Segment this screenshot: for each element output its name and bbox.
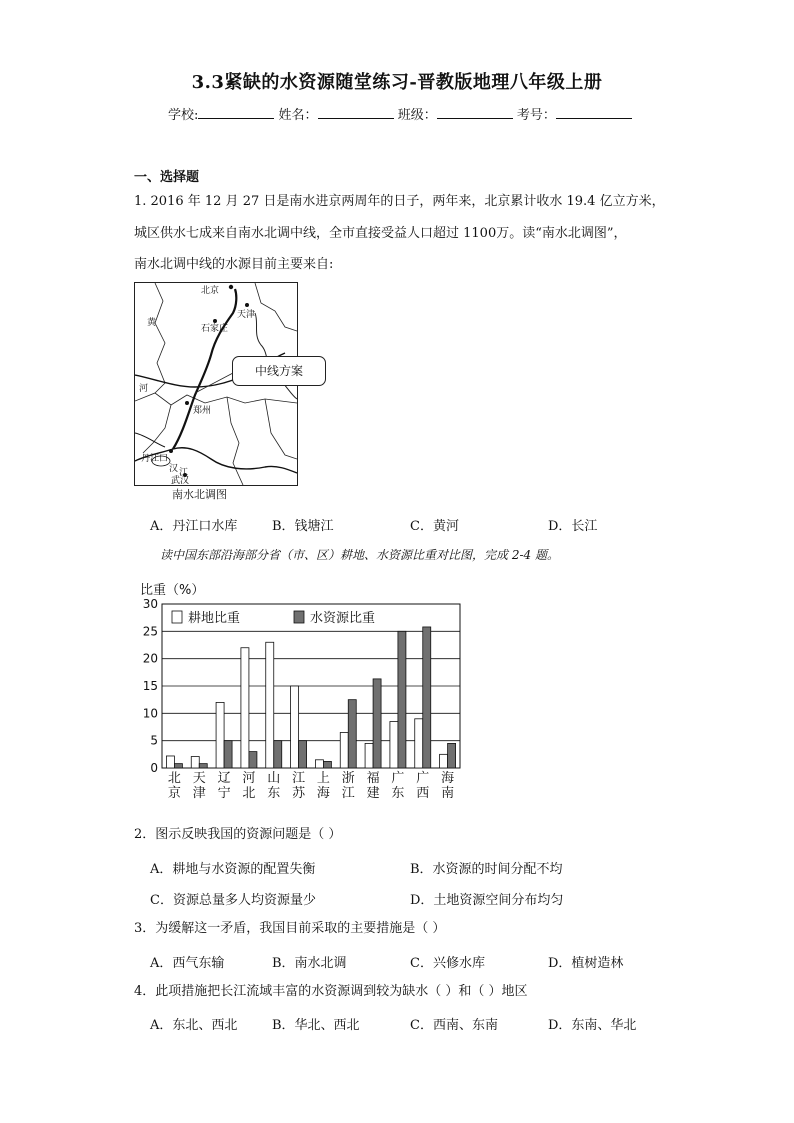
number-label: 考号： [516, 108, 556, 123]
student-info-line [168, 104, 632, 123]
label-he: 河 [139, 384, 149, 394]
x-tick-label: 广 [416, 771, 430, 786]
label-huang: 黄 [147, 318, 157, 328]
x-tick-label: 海 [316, 786, 330, 801]
middle-route-callout: 中线方案 [232, 356, 326, 386]
bar-farmland [440, 754, 448, 768]
bar-farmland [291, 686, 299, 768]
x-tick-label: 北 [242, 786, 256, 801]
x-tick-label: 江 [292, 771, 306, 786]
bar-water [174, 764, 182, 768]
bar-farmland [390, 722, 398, 768]
bar-water [249, 752, 257, 768]
legend-swatch [172, 611, 182, 623]
x-tick-label: 江 [341, 786, 355, 801]
label-beijing: 北京 [201, 286, 220, 296]
bar-farmland [166, 756, 174, 768]
x-tick-label: 浙 [341, 771, 355, 786]
q1-option-d[interactable]: D．长江 [548, 519, 598, 534]
y-tick-label: 5 [150, 733, 158, 748]
x-tick-label: 东 [267, 786, 281, 801]
x-tick-label: 山 [267, 771, 281, 786]
bar-water [199, 764, 207, 768]
q1-option-b[interactable]: B．钱塘江 [272, 519, 334, 534]
x-tick-label: 海 [441, 771, 455, 786]
bar-water [398, 631, 406, 768]
y-tick-label: 15 [142, 679, 158, 693]
bar-water [274, 741, 282, 768]
bar-water [323, 761, 331, 768]
label-han: 汉 [169, 464, 179, 474]
x-tick-label: 辽 [217, 771, 231, 786]
map-caption: 南水北调图 [172, 488, 227, 501]
q4-option-c[interactable]: C．西南、东南 [410, 1018, 498, 1033]
farmland-water-chart [136, 580, 476, 810]
bar-water [423, 627, 431, 768]
legend-label: 水资源比重 [310, 611, 376, 626]
label-shijiazhuang: 石家庄 [201, 324, 229, 334]
x-tick-label: 天 [192, 771, 206, 786]
q2-option-b[interactable]: B．水资源的时间分配不均 [410, 862, 563, 877]
school-label: 学校: [168, 108, 199, 123]
school-blank[interactable] [198, 106, 274, 119]
bar-farmland [415, 719, 423, 768]
y-tick-label: 20 [142, 651, 158, 666]
q3-stem: 3．为缓解这一矛盾，我国目前采取的主要措施是（ ） [134, 921, 446, 936]
x-tick-label: 苏 [292, 786, 306, 801]
bar-farmland [365, 743, 373, 768]
legend-label: 耕地比重 [188, 611, 241, 626]
label-jiang: 江 [179, 468, 189, 478]
x-tick-label: 福 [366, 771, 380, 786]
name-label: 姓名： [278, 108, 318, 123]
x-tick-label: 广 [391, 771, 405, 786]
x-tick-label: 东 [391, 786, 405, 801]
name-blank[interactable] [318, 106, 394, 119]
legend-swatch [294, 611, 304, 623]
y-tick-label: 25 [142, 624, 158, 639]
class-blank[interactable] [437, 106, 513, 119]
bar-farmland [241, 648, 249, 768]
q3-option-b[interactable]: B．南水北调 [272, 956, 347, 971]
x-tick-label: 宁 [217, 786, 231, 801]
bar-farmland [315, 760, 323, 768]
class-label: 班级： [397, 108, 437, 123]
x-tick-label: 津 [192, 786, 206, 801]
y-tick-label: 10 [142, 706, 158, 721]
x-tick-label: 南 [441, 786, 455, 801]
q2-option-c[interactable]: C．资源总量多人均资源量少 [150, 893, 316, 908]
q1-line-3: 南水北调中线的水源目前主要来自: [134, 257, 334, 272]
q1-option-c[interactable]: C．黄河 [410, 519, 459, 534]
section-heading: 一、选择题 [134, 170, 200, 185]
chart-svg [136, 580, 476, 810]
bar-water [299, 741, 307, 768]
chart-ylabel: 比重（%） [140, 583, 205, 598]
page-title: 3.3紧缺的水资源随堂练习-晋教版地理八年级上册 [191, 72, 603, 93]
q2-option-a[interactable]: A．耕地与水资源的配置失衡 [150, 862, 316, 877]
x-tick-label: 北 [167, 771, 181, 786]
bar-farmland [266, 642, 274, 768]
bar-water [224, 741, 232, 768]
label-zhengzhou: 郑州 [193, 406, 212, 416]
y-tick-label: 0 [150, 761, 158, 775]
q3-option-d[interactable]: D．植树造林 [548, 956, 624, 971]
bar-farmland [191, 757, 199, 768]
bar-farmland [216, 702, 224, 768]
q2-stem: 2．图示反映我国的资源问题是（ ） [134, 827, 342, 842]
x-tick-label: 建 [366, 786, 380, 801]
x-tick-label: 京 [167, 786, 181, 801]
bar-water [448, 743, 456, 768]
q1-line-1: 1. 2016 年 12 月 27 日是南水进京两周年的日子，两年来，北京累计收水 19.4 亿立方米， [134, 194, 665, 209]
q4-stem: 4．此项措施把长江流域丰富的水资源调到较为缺水（ ）和（ ）地区 [134, 984, 528, 999]
q4-option-d[interactable]: D．东南、华北 [548, 1018, 637, 1033]
q3-option-c[interactable]: C．兴修水库 [410, 956, 485, 971]
q1-option-a[interactable]: A．丹江口水库 [150, 519, 238, 534]
q2-option-d[interactable]: D．土地资源空间分布均匀 [410, 893, 564, 908]
q4-option-b[interactable]: B．华北、西北 [272, 1018, 360, 1033]
x-tick-label: 上 [316, 771, 330, 786]
x-tick-label: 河 [242, 771, 256, 786]
q4-option-a[interactable]: A．东北、西北 [150, 1018, 238, 1033]
label-danjiangkou: 丹江口 [141, 454, 169, 464]
chart-intro: 读中国东部沿海部分省（市、区）耕地、水资源比重对比图，完成 2-4 题。 [160, 548, 559, 562]
label-wuhan: 武汉 [171, 476, 190, 486]
bar-water [373, 679, 381, 768]
q1-line-2: 城区供水七成来自南水北调中线，全市直接受益人口超过 1100万。读“南水北调图”， [134, 226, 627, 241]
label-tianjin: 天津 [237, 310, 256, 320]
number-blank[interactable] [556, 106, 632, 119]
bar-farmland [340, 732, 348, 768]
bar-water [348, 700, 356, 768]
x-tick-label: 西 [416, 786, 430, 801]
q3-option-a[interactable]: A．西气东输 [150, 956, 225, 971]
y-tick-label: 30 [142, 597, 158, 611]
